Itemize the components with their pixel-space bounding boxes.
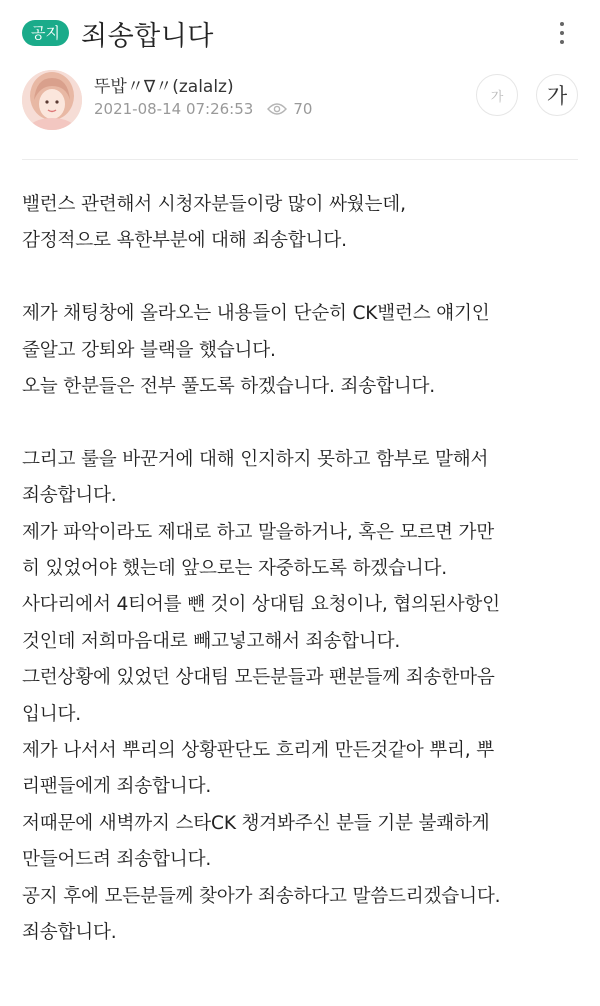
body-line: 공지 후에 모든분들께 찾아가 죄송하다고 말씀드리겠습니다. [22, 885, 501, 907]
avatar[interactable] [22, 70, 82, 130]
body-line: 그리고 룰을 바꾼거에 대해 인지하지 못하고 함부로 말해서 [22, 448, 489, 470]
body-line: 제가 채팅창에 올라오는 내용들이 단순히 CK밸런스 얘기인 [22, 303, 490, 325]
post-meta [94, 100, 312, 118]
eye-icon [267, 102, 287, 116]
body-line: 입니다. [22, 703, 81, 725]
body-line: 죄송합니다. [22, 922, 117, 944]
post-title: 죄송합니다 [80, 20, 214, 52]
body-line: 죄송합니다. [22, 485, 117, 507]
author-name[interactable]: 뚜밥〃∇〃(zalalz) [94, 77, 234, 97]
body-line: 그런상황에 있었던 상대팀 모든분들과 팬분들께 죄송한마음 [22, 667, 495, 689]
more-options-icon[interactable] [552, 20, 572, 46]
body-line: 밸런스 관련해서 시청자분들이랑 많이 싸웠는데, [22, 194, 406, 215]
author-row [22, 70, 578, 132]
body-line: 만들어드려 죄송합니다. [22, 849, 212, 871]
font-size-large-button[interactable]: 가 [536, 74, 578, 116]
body-line: 것인데 저희마음대로 빼고넣고해서 죄송합니다. [22, 630, 401, 652]
paragraph-gap [22, 405, 582, 441]
post-body [22, 187, 582, 952]
body-line: 제가 파악이라도 제대로 하고 말을하거나, 혹은 모르면 가만 [22, 521, 494, 543]
title-row [22, 14, 590, 52]
body-line: 리팬들에게 죄송합니다. [22, 776, 212, 798]
body-line: 제가 나서서 뿌리의 상황판단도 흐리게 만든것같아 뿌리, 뿌 [22, 740, 494, 762]
body-line: 사다리에서 4티어를 뺀 것이 상대팀 요청이나, 협의된사항인 [22, 594, 500, 616]
body-line: 저때문에 새벽까지 스타CK 챙겨봐주신 분들 기분 불쾌하게 [22, 812, 490, 834]
font-size-small-button[interactable]: 가 [476, 74, 518, 116]
post-date: 2021-08-14 07:26:53 [94, 100, 254, 118]
notice-badge: 공지 [22, 20, 69, 46]
body-line: 줄알고 강퇴와 블랙을 했습니다. [22, 339, 276, 361]
body-line: 히 있었어야 했는데 앞으로는 자중하도록 하겠습니다. [22, 558, 448, 580]
body-line: 오늘 한분들은 전부 풀도록 하겠습니다. 죄송합니다. [22, 376, 435, 398]
view-count: 70 [293, 100, 313, 118]
paragraph-gap [22, 260, 582, 296]
divider [22, 159, 578, 160]
body-line: 감정적으로 욕한부분에 대해 죄송합니다. [22, 230, 347, 252]
